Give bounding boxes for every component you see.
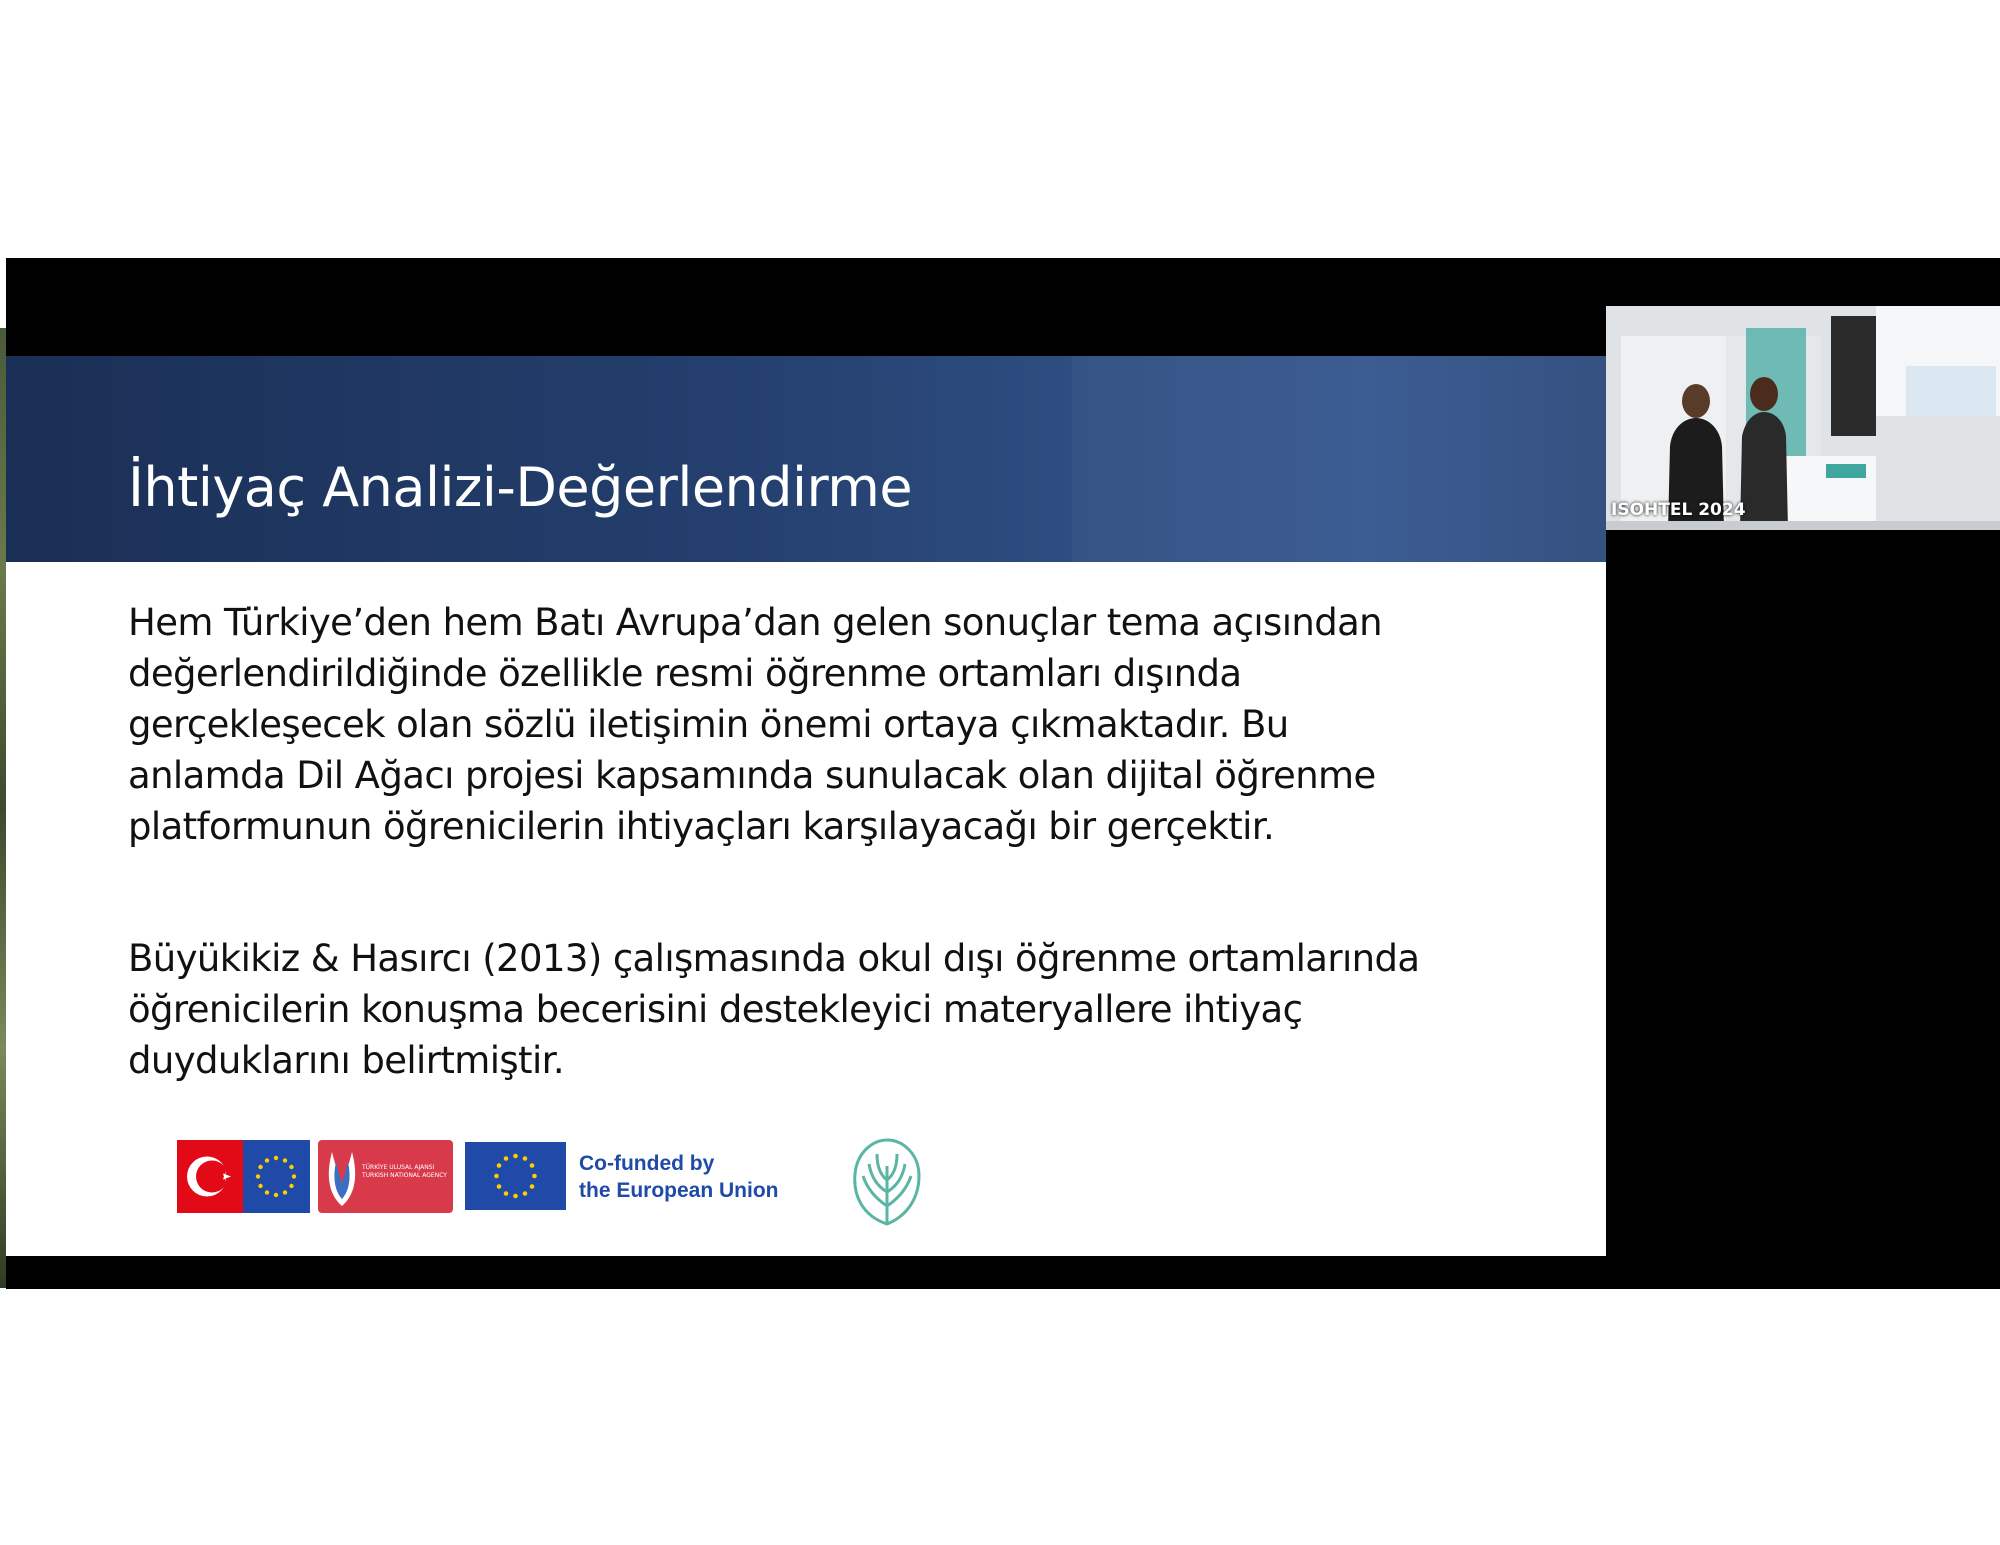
turkey-eu-flag-icon bbox=[177, 1140, 310, 1213]
camera-overlay-label: ISOHTEL 2024 bbox=[1611, 500, 1746, 520]
paragraph-line: gerçekleşecek olan sözlü iletişimin önemi ortaya çıkmaktadır. Bu bbox=[128, 703, 1289, 746]
paragraph-line: anlamda Dil Ağacı projesi kapsamında sunulacak olan dijital öğrenme bbox=[128, 754, 1376, 797]
national-agency-emblem-icon bbox=[322, 1144, 362, 1209]
slide-title: İhtiyaç Analizi-Değerlendirme bbox=[128, 456, 913, 519]
paragraph-line: duyduklarını belirtmiştir. bbox=[128, 1039, 565, 1082]
eu-flag-icon bbox=[465, 1142, 566, 1210]
slide-paragraph-2 bbox=[128, 933, 1568, 1086]
language-tree-logo-icon bbox=[849, 1136, 925, 1228]
slide-paragraph-1 bbox=[128, 597, 1568, 852]
speaker-camera-feed bbox=[1606, 306, 2000, 530]
paragraph-line: platformunun öğrenicilerin ihtiyaçları karşılayacağı bir gerçektir. bbox=[128, 805, 1275, 848]
speaker-video-image bbox=[1606, 306, 2000, 530]
paragraph-line: Hem Türkiye’den hem Batı Avrupa’dan gelen sonuçlar tema açısından bbox=[128, 601, 1383, 644]
sponsor-logos bbox=[177, 1136, 937, 1216]
eu-cofunded-text bbox=[579, 1150, 779, 1204]
national-agency-logo bbox=[318, 1140, 453, 1213]
presentation-slide bbox=[6, 356, 1606, 1256]
paragraph-line: Büyükikiz & Hasırcı (2013) çalışmasında okul dışı öğrenme ortamlarında bbox=[128, 937, 1420, 980]
paragraph-line: öğrenicilerin konuşma becerisini destekleyici materyallere ihtiyaç bbox=[128, 988, 1303, 1031]
national-agency-logo-text: TÜRKİYE ULUSAL AJANSI TURKISH NATIONAL AGENCY bbox=[362, 1164, 447, 1179]
paragraph-line: değerlendirildiğinde özellikle resmi öğrenme ortamları dışında bbox=[128, 652, 1242, 695]
eu-cofunded-line1: Co-funded by bbox=[579, 1152, 715, 1175]
eu-cofunded-line2: the European Union bbox=[579, 1179, 779, 1202]
